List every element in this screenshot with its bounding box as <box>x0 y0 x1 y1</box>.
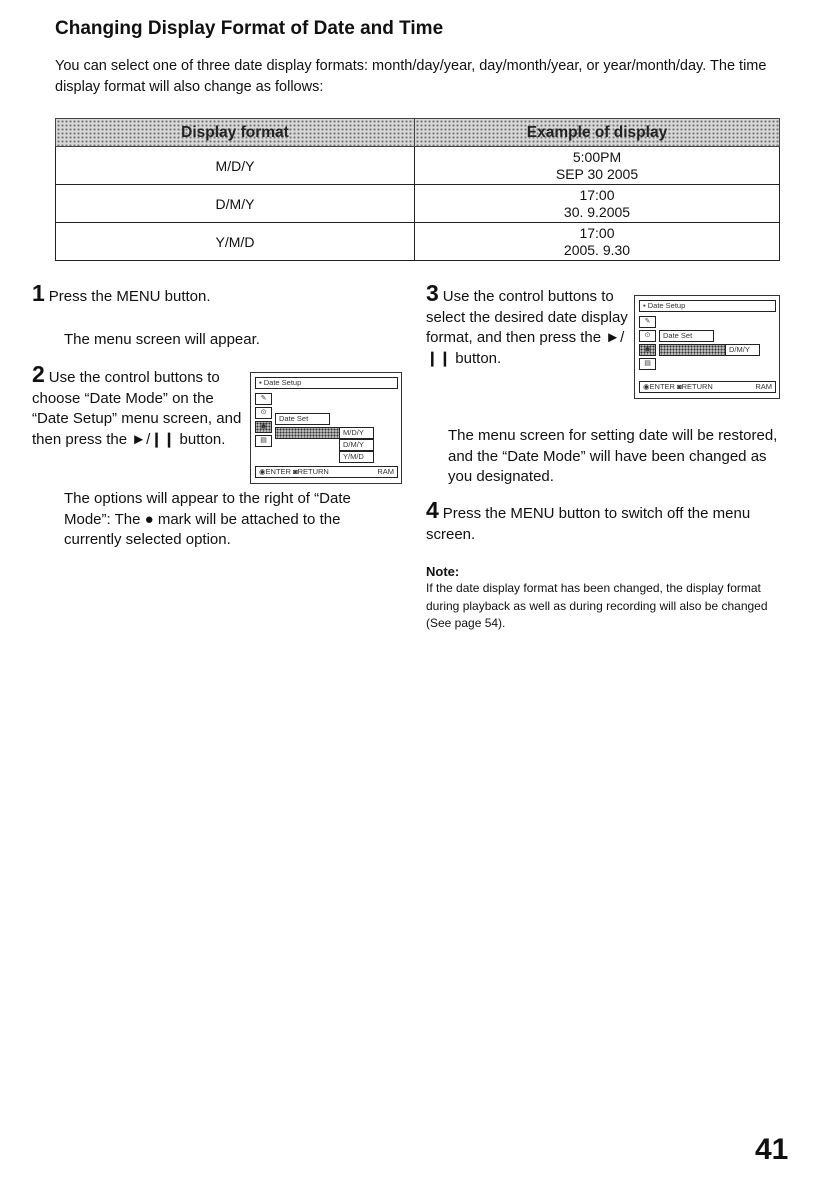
tool-icon: ▤ <box>255 435 272 447</box>
return-icon: ◙ <box>293 467 298 476</box>
step-number: 1 <box>32 280 45 306</box>
menu-icon: ▪ <box>643 301 648 310</box>
step-2-result: The options will appear to the right of “Date Mode”: The ● mark will be attached to the currently selected option. <box>64 490 351 548</box>
menu-icon: ▪ <box>259 378 264 387</box>
tool-icon: ⊙ <box>639 330 656 342</box>
format-cell: M/D/Y <box>56 147 415 185</box>
page-number: 41 <box>755 1133 789 1166</box>
step-number: 4 <box>426 497 439 523</box>
footer-return: RETURN <box>297 467 329 476</box>
header-display-format: Display format <box>56 119 415 147</box>
menu-title-bar <box>255 377 398 389</box>
intro-paragraph: You can select one of three date display formats: month/day/year, day/month/year, or year/month/day. The time display format will also change as follows: <box>55 58 767 95</box>
step-text: Use the control buttons to select the desired date display format, and then press the ►/❙❙ button. <box>426 288 628 367</box>
table-row <box>56 147 780 185</box>
header-example-display: Example of display <box>415 119 780 147</box>
menu-option: Y/M/D <box>339 451 374 463</box>
menu-footer <box>255 466 398 478</box>
step-2 <box>32 361 244 450</box>
format-cell: D/M/Y <box>56 185 415 223</box>
footer-ram: RAM <box>755 382 772 391</box>
step-4 <box>426 497 786 545</box>
menu-item-date-mode <box>275 427 340 439</box>
table-row <box>56 223 780 261</box>
tool-icon: ✎ <box>255 393 272 405</box>
tool-icon: ▣ <box>639 344 656 356</box>
enter-icon: ◉ <box>643 382 650 391</box>
enter-icon: ◉ <box>259 467 266 476</box>
note-heading: Note: <box>426 564 460 579</box>
menu-option: M/D/Y <box>339 427 374 439</box>
step-number: 2 <box>32 361 45 387</box>
format-table <box>55 118 780 261</box>
tool-icon: ▤ <box>639 358 656 370</box>
menu-screen-step3 <box>634 295 780 399</box>
menu-title: Date Setup <box>263 378 302 387</box>
step-3-result: The menu screen for setting date will be restored, and the “Date Mode” will have been changed as you designated. <box>448 427 778 485</box>
footer-enter: ENTER <box>649 382 675 391</box>
menu-item-date-set: Date Set <box>275 413 330 425</box>
menu-screen-step2 <box>250 372 402 484</box>
example-date: 30. 9.2005 <box>563 203 631 220</box>
return-icon: ◙ <box>677 382 682 391</box>
format-cell: Y/M/D <box>56 223 415 261</box>
menu-item-date-mode <box>659 344 726 356</box>
tool-icon: ⊙ <box>255 407 272 419</box>
tool-icon: ✎ <box>639 316 656 328</box>
example-time: 17:00 <box>579 224 615 241</box>
step-3 <box>426 280 634 369</box>
example-date: 2005. 9.30 <box>563 241 631 258</box>
example-cell <box>415 147 780 185</box>
step-text: Use the control buttons to choose “Date Mode” on the “Date Setup” menu screen, and then press the ►/❙❙ button. <box>32 369 242 448</box>
menu-item-date-set: Date Set <box>659 330 714 342</box>
menu-title: Date Setup <box>647 301 686 310</box>
footer-enter: ENTER <box>265 467 291 476</box>
menu-option: D/M/Y <box>339 439 374 451</box>
example-time: 17:00 <box>579 186 615 203</box>
example-time: 5:00PM <box>572 148 622 165</box>
tool-icon: ▣ <box>255 421 272 433</box>
footer-ram: RAM <box>377 467 394 476</box>
step-1-result: The menu screen will appear. <box>64 331 260 348</box>
step-1 <box>32 280 392 308</box>
step-text: Press the MENU button to switch off the menu screen. <box>426 505 751 543</box>
menu-footer <box>639 381 776 393</box>
example-cell <box>415 185 780 223</box>
menu-title-bar <box>639 300 776 312</box>
page-title: Changing Display Format of Date and Time <box>55 18 444 39</box>
example-cell <box>415 223 780 261</box>
footer-return: RETURN <box>681 382 713 391</box>
table-row <box>56 185 780 223</box>
table-header-row <box>56 119 780 147</box>
menu-selected-option: D/M/Y <box>725 344 760 356</box>
step-text: Press the MENU button. <box>48 288 211 305</box>
step-number: 3 <box>426 280 439 306</box>
note-text: If the date display format has been changed, the display format during playback as well as during recording will also be changed (See page 54). <box>426 581 768 630</box>
example-date: SEP 30 2005 <box>555 165 639 182</box>
